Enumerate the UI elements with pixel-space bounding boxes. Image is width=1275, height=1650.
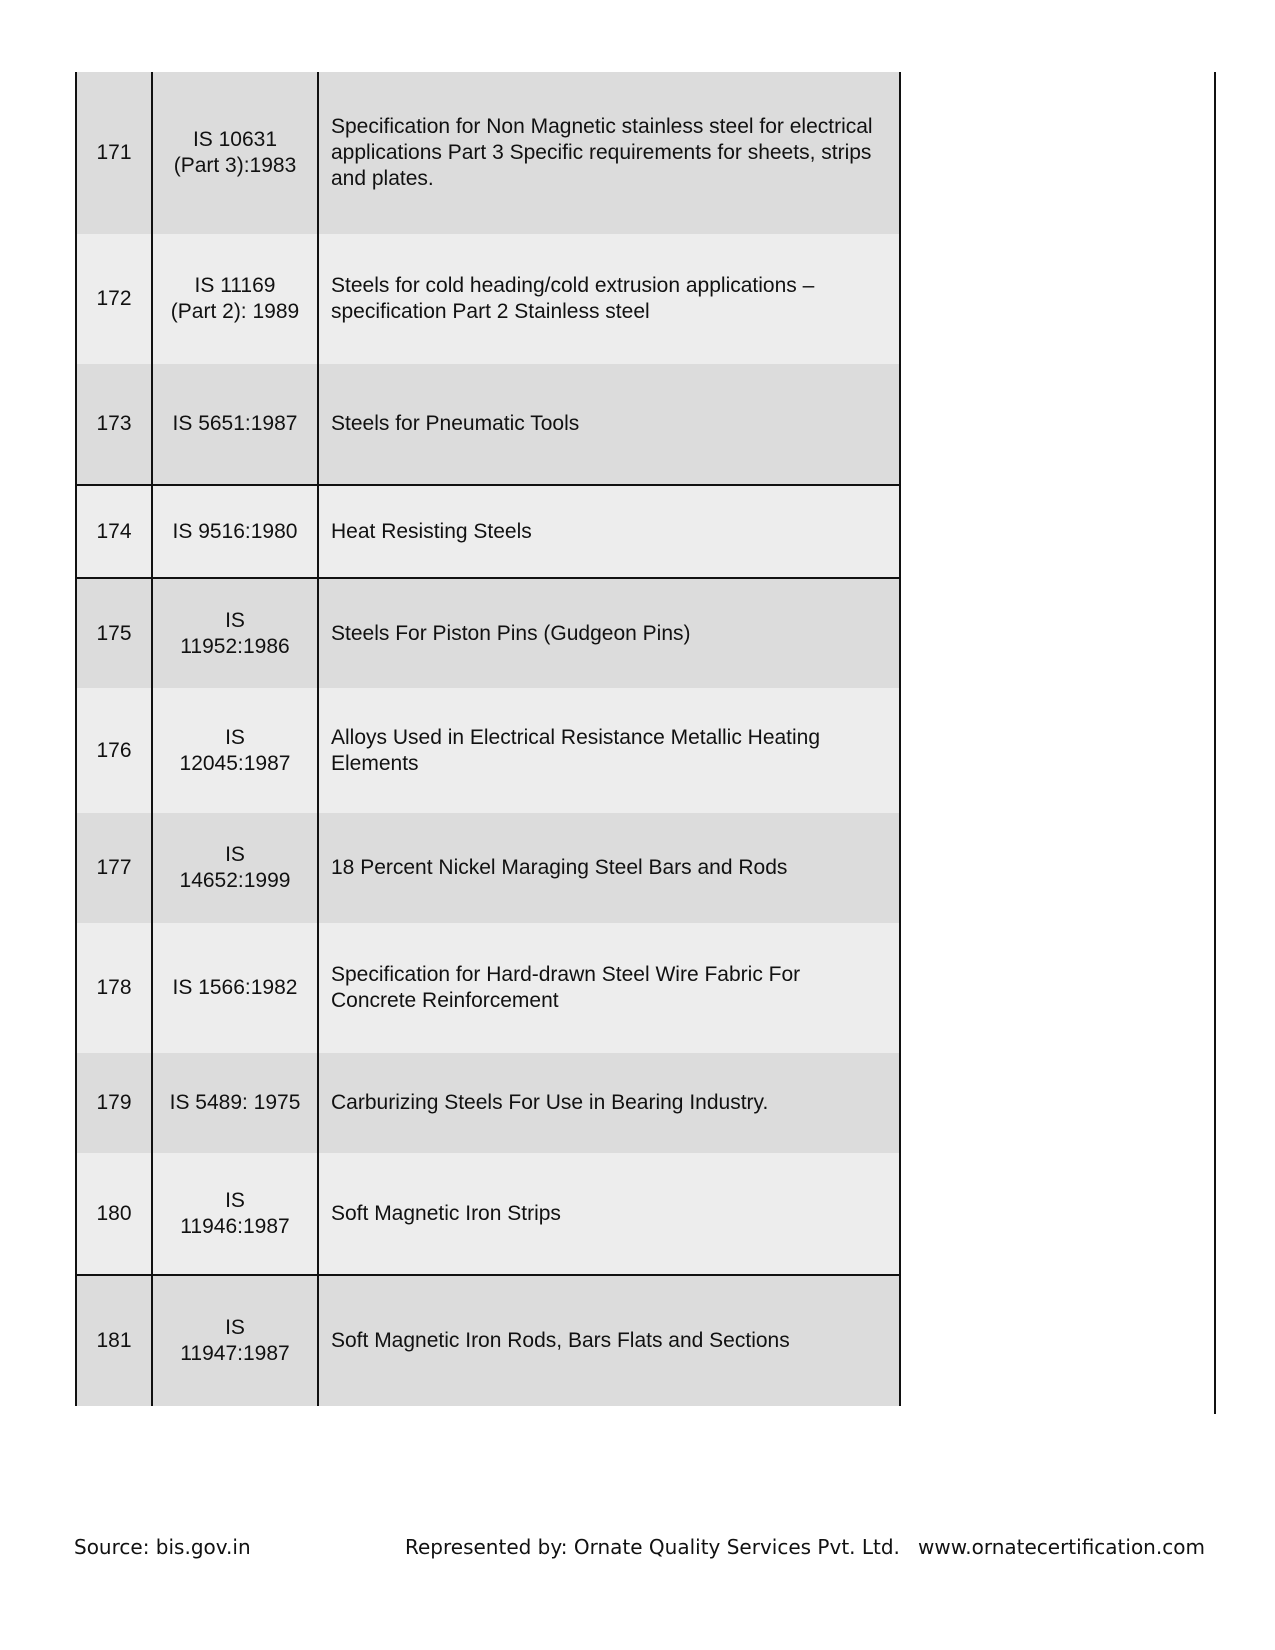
row-number: 176: [77, 688, 153, 813]
standard-code: IS 10631 (Part 3):1983: [153, 72, 319, 234]
table-row: [77, 1053, 899, 1153]
row-number: 175: [77, 579, 153, 688]
standard-code: IS 9516:1980: [153, 486, 319, 577]
footer-represented-by: Represented by: Ornate Quality Services Pvt. Ltd.: [405, 1535, 900, 1559]
table-row: [77, 364, 899, 486]
row-number: 177: [77, 813, 153, 923]
table-row: [77, 486, 899, 579]
standard-title: Heat Resisting Steels: [331, 519, 532, 543]
row-number: 179: [77, 1053, 153, 1153]
row-number: 174: [77, 486, 153, 577]
row-number: 178: [77, 923, 153, 1053]
standard-title: Alloys Used in Electrical Resistance Metallic Heating Elements: [331, 725, 821, 775]
row-number: 180: [77, 1153, 153, 1274]
row-number: 173: [77, 364, 153, 484]
table-row: [77, 1276, 899, 1406]
standard-title: Steels for cold heading/cold extrusion applications – specification Part 2 Stainless steel: [331, 274, 815, 323]
table-row: [77, 234, 899, 364]
standard-title: Steels for Pneumatic Tools: [331, 412, 580, 435]
standard-title: Soft Magnetic Iron Rods, Bars Flats and Sections: [331, 1329, 790, 1352]
standard-title: Soft Magnetic Iron Strips: [331, 1201, 561, 1225]
standard-code: IS 11952:1986: [153, 579, 319, 688]
standard-code: IS 5489: 1975: [153, 1053, 319, 1153]
row-number: 172: [77, 234, 153, 364]
table-row: [77, 923, 899, 1053]
table-row: [77, 72, 899, 234]
standard-title: Carburizing Steels For Use in Bearing Industry.: [331, 1091, 769, 1114]
standard-code: IS 14652:1999: [153, 813, 319, 923]
standard-title: 18 Percent Nickel Maraging Steel Bars and Rods: [331, 856, 788, 879]
row-number: 171: [77, 72, 153, 234]
table-row: [77, 579, 899, 688]
footer-source: Source: bis.gov.in: [74, 1535, 251, 1559]
standard-title: Specification for Non Magnetic stainless steel for electrical applications Part 3 Specific requirements for sheets, strips and plates.: [331, 115, 873, 190]
standard-title: Specification for Hard-drawn Steel Wire Fabric For Concrete Reinforcement: [331, 963, 801, 1012]
standard-code: IS 11947:1987: [153, 1276, 319, 1406]
page-frame-right-line: [1214, 72, 1216, 1414]
row-number: 181: [77, 1276, 153, 1406]
standard-code: IS 11946:1987: [153, 1153, 319, 1274]
standards-table: [75, 72, 901, 1406]
table-row: [77, 813, 899, 923]
standard-code: IS 11169 (Part 2): 1989: [153, 234, 319, 364]
standard-code: IS 1566:1982: [153, 923, 319, 1053]
table-row: [77, 1153, 899, 1276]
standard-title: Steels For Piston Pins (Gudgeon Pins): [331, 621, 691, 645]
footer-website: www.ornatecertification.com: [918, 1535, 1205, 1559]
table-row: [77, 688, 899, 813]
standard-code: IS 12045:1987: [153, 688, 319, 813]
standard-code: IS 5651:1987: [153, 364, 319, 484]
